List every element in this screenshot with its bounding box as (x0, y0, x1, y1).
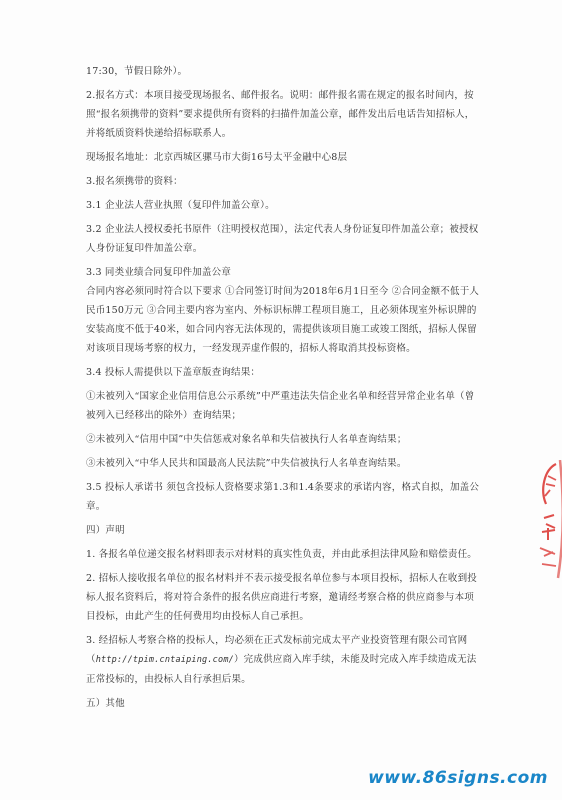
paragraph: 合同内容必须同时符合以下要求 ①合同签订时间为2018年6月1日至今 ②合同金额不低于人民币150万元 ③合同主要内容为室内、外标识标牌工程项目施工，且必须体现室外标识牌的安装高度不低于40米，如合同内容无法体现的，需提供该项目施工或竣工图纸，招标人保留对该项目现场考察的权力，一经发现弄虚作假的，招标人将取消其投标资格。 (86, 286, 480, 354)
paragraph: 3.4 投标人需提供以下盖章版查询结果： (86, 367, 261, 378)
document-body (86, 62, 481, 718)
paragraph: 3.2 企业法人授权委托书原件（注明授权范围），法定代表人身份证复印件加盖公章；被授权人身份证复印件加盖公章。 (86, 224, 479, 254)
paragraph: 2.报名方式：本项目接受现场报名、邮件报名。说明：邮件报名需在规定的报名时间内，按照“报名须携带的资料”要求提供所有资料的扫描件加盖公章，邮件发出后电话告知招标人，并将纸质资料快递给招标联系人。 (86, 90, 475, 139)
paragraph (86, 631, 481, 689)
paragraph: ③未被列入“中华人民共和国最高人民法院”中失信被执行人名单查询结果。 (86, 458, 407, 469)
seal-stamp (534, 460, 562, 580)
paragraph: ①未被列入“国家企业信用信息公示系统”中严重违法失信企业名单和经营异常企业名单（曾被列入已经移出的除外）查询结果； (86, 391, 475, 421)
section-heading: 四）声明 (86, 525, 125, 536)
paragraph: 3.1 企业法人营业执照（复印件加盖公章）。 (86, 200, 275, 211)
paragraph: ②未被列入“信用中国”中失信惩戒对象名单和失信被执行人名单查询结果； (86, 434, 407, 445)
section-heading: 五）其他 (86, 698, 125, 709)
paragraph: 17:30，节假日除外）。 (86, 66, 188, 77)
website-link[interactable]: http://tpim.cntaiping.com/ (95, 655, 234, 665)
paragraph: 2. 招标人接收报名单位的报名材料并不表示接受报名单位参与本项目投标，招标人在收到投标人报名资料后，将对符合条件的报名供应商进行考察，邀请经考察合格的供应商参与本项目投标，由此产生的任何费用均由投标人自己承担。 (86, 573, 477, 622)
paragraph-text: ）完成供应商入库手续，未能及时完成入库手续造成无法正常投标的，由投标人自行承担后果。 (86, 654, 477, 685)
paragraph: 1. 各报名单位递交报名材料即表示对材料的真实性负责，并由此承担法律风险和赔偿责任。 (86, 549, 477, 560)
paragraph-text: 3. 经招标人考察合格的投标人，均必须在正式发标前完成太平产业投资管理有限公司官网（ (86, 635, 468, 665)
paragraph: 3.5 投标人承诺书 须包含投标人资格要求第1.3和1.4条要求的承诺内容，格式自拟，加盖公章。 (86, 482, 480, 512)
site-watermark: www.86signs.com (368, 768, 548, 788)
paragraph: 3.报名须携带的资料： (86, 176, 183, 187)
paragraph: 3.3 同类业绩合同复印件加盖公章 (86, 267, 232, 278)
paragraph: 现场报名地址：北京西城区骡马市大街16号太平金融中心8层 (86, 152, 348, 163)
